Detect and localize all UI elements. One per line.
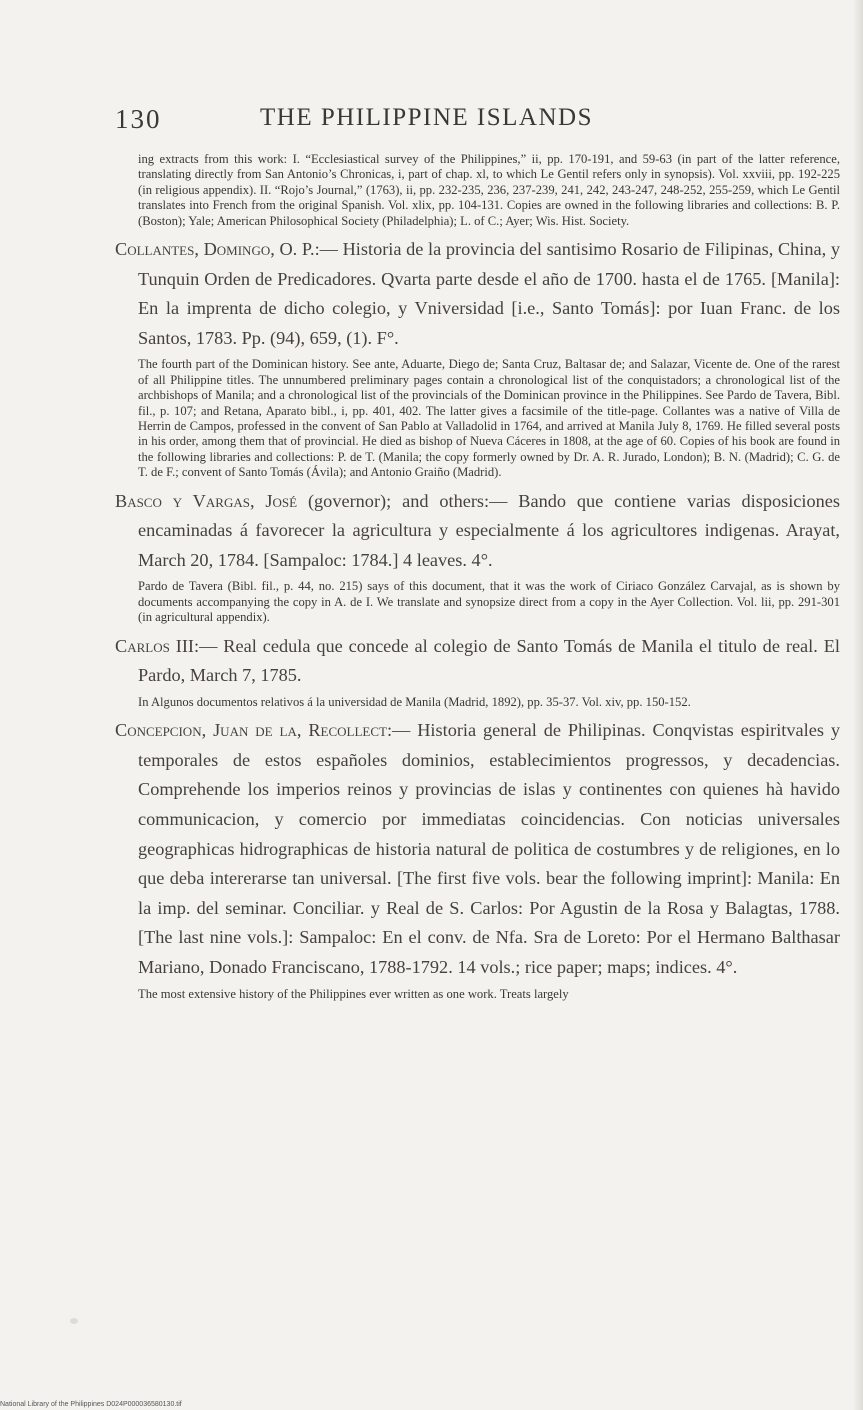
annotation-note: Pardo de Tavera (Bibl. fil., p. 44, no. 215) says of this document, that it was the work of Ciriaco González Carvajal, as is shown by documents accompanying the copy in A. de I. We translate and synopsize direct from a copy in the Ayer Collection. Vol. lii, pp. 291-301 (in agricultural appendix). (138, 579, 840, 625)
bibliography-entry (115, 487, 840, 576)
annotation-note: ing extracts from this work: I. “Ecclesiastical survey of the Philippines,” ii, pp. 170-191, and 59-63 (in part of the latter reference, translating directly from San Antonio’s Chronicas, i, part of chap. xl, to which Le Gentil refers only in synopsis). Vol. xxviii, pp. 192-225 (in religious appendix). II. “Rojo’s Journal,” (1763), ii, pp. 232-235, 236, 237-239, 241, 242, 243-247, 248-252, 255-259, which Le Gentil translates into French from the original Spanish. Vol. xlix, pp. 104-131. Copies are owned in the following libraries and collections: B. P. (Boston); Yale; American Philosophical Society (Philadelphia); L. of C.; Ayer; Wis. Hist. Society. (138, 152, 840, 228)
entry-author: Concepcion, Juan de la, Recollect: (115, 720, 393, 741)
entry-title: — Real cedula que concede al colegio de Santo Tomás de Manila el titulo de real. El Pardo, March 7, 1785. (138, 635, 840, 686)
entry-author: Carlos III: (115, 635, 200, 656)
page-number: 130 (115, 104, 162, 134)
entry-title: — Historia general de Philipinas. Conqvistas espiritvales y temporales de estos españoles dominios, establecimientos progressos, y decadencias. Comprehende los imperios reinos y provincias de islas y continentes con quienes hà havido communicacion, y comercio por immediatas coincidencias. Con noticias universales geographicas hidrographicas de historia natural de politica de costumbres y de religiones, en lo que deba intererarse tan universal. [The first five vols. bear the following imprint]: Manila: En la imp. del seminar. Conciliar. y Real de S. Carlos: Por Agustin de la Rosa y Balagtas, 1788. [The last nine vols.]: Sampaloc: En el conv. de Nfa. Sra de Loreto: Por el Hermano Balthasar Mariano, Donado Franciscano, 1788-1792. 14 vols.; rice paper; maps; indices. 4°. (138, 720, 841, 977)
entry-title: — Historia de la provincia del santisimo Rosario de Filipinas, China, y Tunquin Orden de Predicadores. Qvarta parte desde el año de 1700. hasta el de 1765. [Manila]: En la imprenta de dicho colegio, y Vniversidad [i.e., Santo Tomás]: por Iuan Franc. de los Santos, 1783. Pp. (94), 659, (1). F°. (138, 239, 840, 348)
page-smudge (70, 1318, 78, 1324)
entry-title: (governor); and others:— Bando que contiene varias disposiciones encaminadas á favorecer la agricultura y especialmente á los agricultores indigenas. Arayat, March 20, 1784. [Sampaloc: 1784.] 4 leaves. 4°. (138, 490, 840, 570)
annotation-note: In Algunos documentos relativos á la universidad de Manila (Madrid, 1892), pp. 35-37. Vol. xiv, pp. 150-152. (138, 694, 691, 709)
page-edge-shadow (853, 0, 863, 1410)
running-title: THE PHILIPPINE ISLANDS (260, 104, 593, 131)
bibliography-entry (115, 632, 840, 691)
entry-author: Collantes, Domingo, O. P.: (115, 239, 320, 260)
bibliography-entry (115, 716, 840, 982)
bibliography-content (115, 152, 840, 1008)
annotation-note: The most extensive history of the Philippines ever written as one work. Treats largely (138, 986, 569, 1001)
scan-footer: National Library of the Philippines D024P000036580130.tif (0, 1401, 182, 1408)
annotation-note: The fourth part of the Dominican history. See ante, Aduarte, Diego de; Santa Cruz, Baltasar de; and Salazar, Vicente de. One of the rarest of all Philippine titles. The unnumbered preliminary pages contain a chronological list of the conquistadors; a chronological list of the archbishops of Manila; and a chronological list of the provincials of the Dominican province in the Philippines. See Pardo de Tavera, Bibl. fil., p. 107; and Retana, Aparato bibl., i, pp. 401, 402. The latter gives a facsimile of the title-page. Collantes was a native of Villa de Herrin de Campos, professed in the convent of San Pablo at Valladolid in 1764, and arrived at Manila July 8, 1769. He filled several posts in his order, among them that of provincial. He died as bishop of Nueva Cáceres in 1808, at the age of 60. Copies of his book are found in the following libraries and collections: P. de T. (Manila; the copy formerly owned by Dr. A. R. Jurado, London); B. N. (Madrid); C. G. de T. de F.; convent of Santo Tomás (Ávila); and Antonio Graiño (Madrid). (138, 357, 840, 480)
bibliography-entry (115, 235, 840, 353)
running-head (115, 104, 815, 138)
entry-author: Basco y Vargas, José (115, 490, 298, 511)
